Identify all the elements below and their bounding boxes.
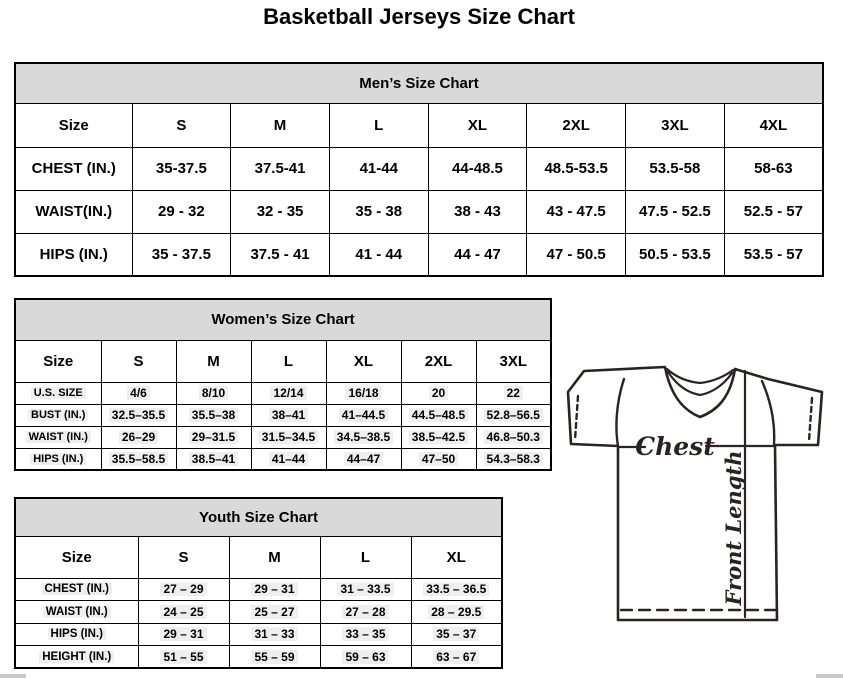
- bottom-right-scroll-artifact: [816, 674, 843, 678]
- shaded-text: 31.5–34.5: [259, 430, 318, 444]
- size-cell: 44 - 47: [428, 233, 527, 276]
- shaded-text: 52.8–56.5: [484, 408, 543, 422]
- size-cell: [176, 448, 251, 470]
- women-table-row: [15, 382, 551, 404]
- size-cell: 44-48.5: [428, 147, 527, 190]
- shaded-text: 8/10: [199, 386, 228, 400]
- size-cell: [251, 404, 326, 426]
- women-table-title: Women’s Size Chart: [15, 299, 551, 340]
- jersey-diagram-svg: [558, 358, 840, 628]
- men-header-row: [15, 103, 823, 147]
- shaded-text: 29 – 31: [160, 627, 206, 641]
- size-cell: [326, 382, 401, 404]
- shaded-text: 63 – 67: [433, 650, 479, 664]
- column-header: M: [229, 536, 320, 578]
- men-table-row: [15, 233, 823, 276]
- women-table-row: [15, 448, 551, 470]
- size-cell: [326, 448, 401, 470]
- size-cell: [401, 382, 476, 404]
- shaded-text: 35 – 37: [433, 627, 479, 641]
- size-cell: [326, 426, 401, 448]
- youth-size-table: [14, 497, 503, 669]
- shaded-text: 54.3–58.3: [484, 452, 543, 466]
- shaded-text: 28 – 29.5: [428, 605, 484, 619]
- size-cell: [411, 578, 502, 601]
- column-header: 2XL: [527, 103, 626, 147]
- size-cell: [476, 448, 551, 470]
- size-cell: [101, 382, 176, 404]
- shaded-text: 22: [504, 386, 523, 400]
- size-cell: [138, 601, 229, 624]
- size-cell: [326, 404, 401, 426]
- shaded-text: 4/6: [127, 386, 150, 400]
- men-table-title: Men’s Size Chart: [15, 63, 823, 103]
- column-header: 2XL: [401, 340, 476, 382]
- size-cell: [138, 623, 229, 646]
- size-cell: [176, 404, 251, 426]
- size-cell: [320, 578, 411, 601]
- size-cell: 48.5-53.5: [527, 147, 626, 190]
- size-cell: [101, 404, 176, 426]
- shaded-text: 41–44: [269, 452, 308, 466]
- youth-table-row: [15, 578, 502, 601]
- jersey-outline: [568, 367, 822, 620]
- shaded-text: 59 – 63: [342, 650, 388, 664]
- column-header: Size: [15, 536, 138, 578]
- size-cell: [411, 646, 502, 669]
- men-table-row: [15, 147, 823, 190]
- column-header: Size: [15, 340, 101, 382]
- shaded-text: 41–44.5: [339, 408, 388, 422]
- shaded-text: BUST (IN.): [28, 409, 88, 421]
- shaded-text: 44–47: [344, 452, 383, 466]
- shaded-text: 38.5–42.5: [409, 430, 468, 444]
- size-cell: 41-44: [329, 147, 428, 190]
- shaded-text: 44.5–48.5: [409, 408, 468, 422]
- column-header: 4XL: [724, 103, 823, 147]
- shaded-text: 33.5 – 36.5: [423, 582, 489, 596]
- size-cell: 52.5 - 57: [724, 190, 823, 233]
- row-label: WAIST(IN.): [15, 190, 132, 233]
- shaded-text: CHEST (IN.): [41, 583, 112, 595]
- front-length-label: Front Length: [721, 450, 746, 606]
- chest-label: Chest: [635, 432, 715, 461]
- size-cell: [476, 404, 551, 426]
- shaded-text: 33 – 35: [342, 627, 388, 641]
- row-label: [15, 404, 101, 426]
- column-header: M: [231, 103, 330, 147]
- shaded-text: 51 – 55: [160, 650, 206, 664]
- size-cell: 50.5 - 53.5: [626, 233, 725, 276]
- shaded-text: 25 – 27: [251, 605, 297, 619]
- column-header: L: [251, 340, 326, 382]
- row-label: [15, 448, 101, 470]
- size-cell: 47 - 50.5: [527, 233, 626, 276]
- shaded-text: 32.5–35.5: [109, 408, 168, 422]
- shaded-text: HIPS (IN.): [30, 453, 86, 465]
- size-cell: [320, 601, 411, 624]
- column-header: XL: [411, 536, 502, 578]
- column-header: L: [320, 536, 411, 578]
- size-cell: [251, 382, 326, 404]
- shaded-text: 31 – 33.5: [337, 582, 393, 596]
- jersey-measurement-diagram: [558, 358, 840, 628]
- size-cell: [320, 623, 411, 646]
- women-table-row: [15, 404, 551, 426]
- row-label: [15, 382, 101, 404]
- row-label: [15, 426, 101, 448]
- shaded-text: 24 – 25: [160, 605, 206, 619]
- size-cell: 53.5-58: [626, 147, 725, 190]
- youth-table-row: [15, 646, 502, 669]
- size-cell: 35 - 38: [329, 190, 428, 233]
- column-header: S: [138, 536, 229, 578]
- size-cell: 29 - 32: [132, 190, 231, 233]
- column-header: L: [329, 103, 428, 147]
- shaded-text: 38.5–41: [189, 452, 238, 466]
- row-label: [15, 601, 138, 624]
- womens-size-table: [14, 298, 552, 471]
- shaded-text: 38–41: [269, 408, 308, 422]
- shaded-text: 47–50: [419, 452, 458, 466]
- shaded-text: 20: [429, 386, 448, 400]
- size-cell: [401, 404, 476, 426]
- youth-header-row: [15, 536, 502, 578]
- size-cell: [251, 426, 326, 448]
- shaded-text: HEIGHT (IN.): [39, 651, 114, 663]
- size-cell: 35-37.5: [132, 147, 231, 190]
- size-cell: [411, 601, 502, 624]
- size-cell: 41 - 44: [329, 233, 428, 276]
- column-header: 3XL: [476, 340, 551, 382]
- size-cell: [229, 646, 320, 669]
- size-cell: [101, 448, 176, 470]
- shaded-text: 26–29: [119, 430, 158, 444]
- bottom-left-scroll-artifact: [0, 674, 26, 678]
- size-cell: 47.5 - 52.5: [626, 190, 725, 233]
- men-table-row: [15, 190, 823, 233]
- size-cell: [229, 623, 320, 646]
- size-cell: 32 - 35: [231, 190, 330, 233]
- column-header: XL: [428, 103, 527, 147]
- row-label: HIPS (IN.): [15, 233, 132, 276]
- size-cell: 35 - 37.5: [132, 233, 231, 276]
- size-cell: [229, 601, 320, 624]
- size-cell: [320, 646, 411, 669]
- row-label: [15, 623, 138, 646]
- size-cell: [138, 646, 229, 669]
- column-header: 3XL: [626, 103, 725, 147]
- size-cell: 37.5-41: [231, 147, 330, 190]
- size-cell: [411, 623, 502, 646]
- shaded-text: 16/18: [345, 386, 381, 400]
- shaded-text: WAIST (IN.): [43, 606, 111, 618]
- size-cell: [401, 426, 476, 448]
- row-label: [15, 578, 138, 601]
- shaded-text: 46.8–50.3: [484, 430, 543, 444]
- row-label: CHEST (IN.): [15, 147, 132, 190]
- size-cell: [476, 426, 551, 448]
- column-header: M: [176, 340, 251, 382]
- shaded-text: 34.5–38.5: [334, 430, 393, 444]
- column-header: XL: [326, 340, 401, 382]
- size-cell: 37.5 - 41: [231, 233, 330, 276]
- women-table-row: [15, 426, 551, 448]
- size-cell: [251, 448, 326, 470]
- size-cell: 43 - 47.5: [527, 190, 626, 233]
- size-cell: 38 - 43: [428, 190, 527, 233]
- women-header-row: [15, 340, 551, 382]
- size-cell: [138, 578, 229, 601]
- shaded-text: 35.5–38: [189, 408, 238, 422]
- size-cell: [401, 448, 476, 470]
- youth-table-row: [15, 623, 502, 646]
- shaded-text: 29 – 31: [251, 582, 297, 596]
- size-cell: [229, 578, 320, 601]
- size-cell: [176, 382, 251, 404]
- shaded-text: 29–31.5: [189, 430, 238, 444]
- mens-size-table: [14, 62, 824, 277]
- shaded-text: 31 – 33: [251, 627, 297, 641]
- size-cell: [101, 426, 176, 448]
- column-header: Size: [15, 103, 132, 147]
- column-header: S: [101, 340, 176, 382]
- shaded-text: U.S. SIZE: [31, 387, 86, 399]
- column-header: S: [132, 103, 231, 147]
- shaded-text: 27 – 29: [160, 582, 206, 596]
- row-label: [15, 646, 138, 669]
- youth-table-row: [15, 601, 502, 624]
- shaded-text: 12/14: [270, 386, 306, 400]
- size-cell: 53.5 - 57: [724, 233, 823, 276]
- page-title: Basketball Jerseys Size Chart: [263, 4, 575, 29]
- shaded-text: HIPS (IN.): [48, 628, 106, 640]
- size-cell: 58-63: [724, 147, 823, 190]
- shaded-text: 27 – 28: [342, 605, 388, 619]
- size-cell: [476, 382, 551, 404]
- shaded-text: 55 – 59: [251, 650, 297, 664]
- shaded-text: 35.5–58.5: [109, 452, 168, 466]
- size-cell: [176, 426, 251, 448]
- collar-band-line: [667, 369, 733, 383]
- youth-table-title: Youth Size Chart: [15, 498, 502, 536]
- shaded-text: WAIST (IN.): [26, 431, 91, 443]
